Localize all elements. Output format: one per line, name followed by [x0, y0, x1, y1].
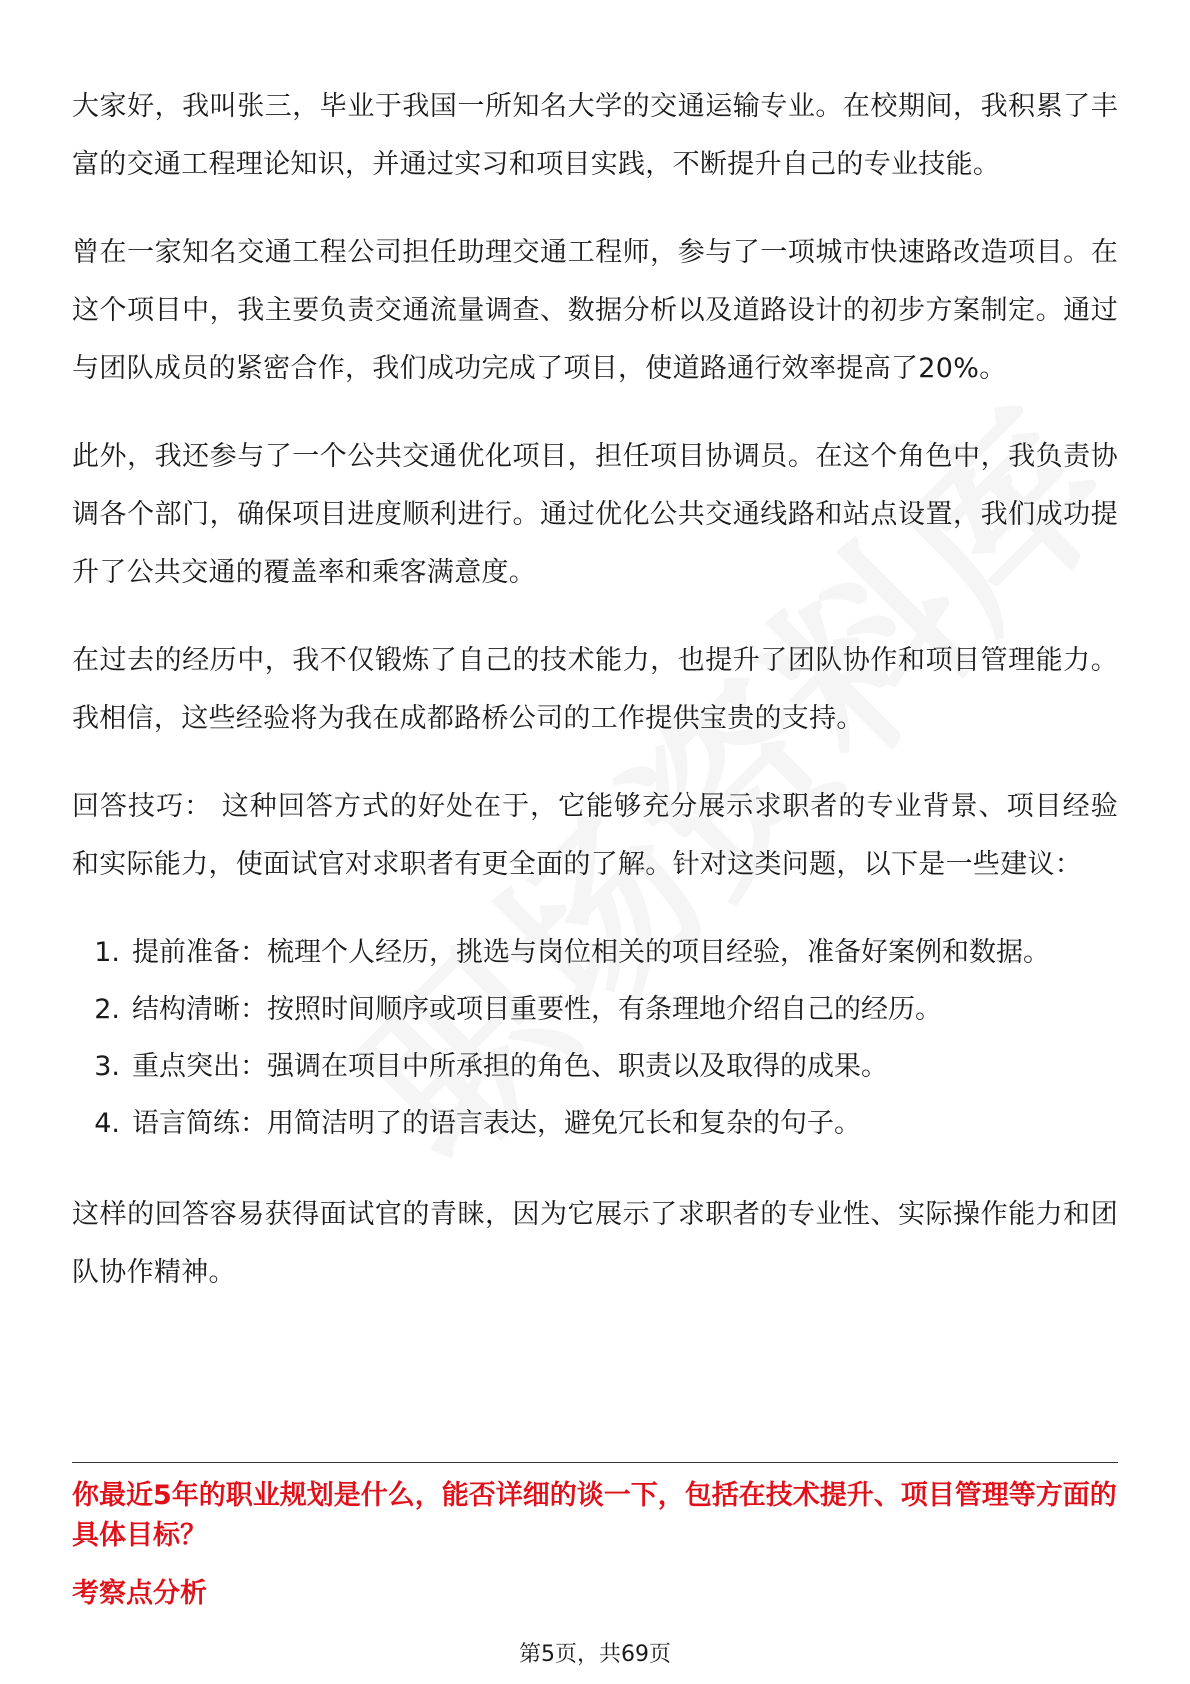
- tips-list: [72, 924, 1118, 1152]
- paragraph-closing: 这样的回答容易获得面试官的青睐，因为它展示了求职者的专业性、实际操作能力和团队协作精神。: [72, 1199, 1118, 1288]
- paragraph-project: 此外，我还参与了一个公共交通优化项目，担任项目协调员。在这个角色中，我负责协调各个部门，确保项目进度顺利进行。通过优化公共交通线路和站点设置，我们成功提升了公共交通的覆盖率和乘客满意度。: [72, 441, 1118, 588]
- paragraph-experience: 曾在一家知名交通工程公司担任助理交通工程师，参与了一项城市快速路改造项目。在这个项目中，我主要负责交通流量调查、数据分析以及道路设计的初步方案制定。通过与团队成员的紧密合作，我们成功完成了项目，使道路通行效率提高了20%。: [72, 237, 1118, 384]
- list-item: [72, 1038, 1118, 1095]
- next-question-heading: 你最近5年的职业规划是什么，能否详细的谈一下，包括在技术提升、项目管理等方面的具体目标？: [72, 1480, 1117, 1551]
- list-item-text: 提前准备：梳理个人经历，挑选与岗位相关的项目经验，准备好案例和数据。: [132, 937, 1050, 968]
- answer-body: [72, 78, 1118, 1332]
- paragraph-summary: 在过去的经历中，我不仅锻炼了自己的技术能力，也提升了团队协作和项目管理能力。我相信，这些经验将为我在成都路桥公司的工作提供宝贵的支持。: [72, 645, 1118, 734]
- section-label: 考察点分析: [72, 1578, 207, 1609]
- section-divider: [72, 1462, 1118, 1463]
- list-item-number: 4.: [94, 1108, 120, 1139]
- list-item-text: 语言简练：用简洁明了的语言表达，避免冗长和复杂的句子。: [132, 1108, 861, 1139]
- list-item-number: 1.: [94, 937, 120, 968]
- list-item: [72, 924, 1118, 981]
- page-footer: 第5页，共69页: [519, 1642, 671, 1667]
- paragraph-answer-tips: 回答技巧： 这种回答方式的好处在于，它能够充分展示求职者的专业背景、项目经验和实际能力，使面试官对求职者有更全面的了解。针对这类问题，以下是一些建议：: [72, 791, 1118, 880]
- list-item-text: 结构清晰：按照时间顺序或项目重要性，有条理地介绍自己的经历。: [132, 994, 942, 1025]
- paragraph-intro: 大家好，我叫张三，毕业于我国一所知名大学的交通运输专业。在校期间，我积累了丰富的交通工程理论知识，并通过实习和项目实践，不断提升自己的专业技能。: [72, 91, 1118, 180]
- list-item: [72, 1095, 1118, 1152]
- list-item-text: 重点突出：强调在项目中所承担的角色、职责以及取得的成果。: [132, 1051, 888, 1082]
- list-item: [72, 981, 1118, 1038]
- list-item-number: 3.: [94, 1051, 120, 1082]
- list-item-number: 2.: [94, 994, 120, 1025]
